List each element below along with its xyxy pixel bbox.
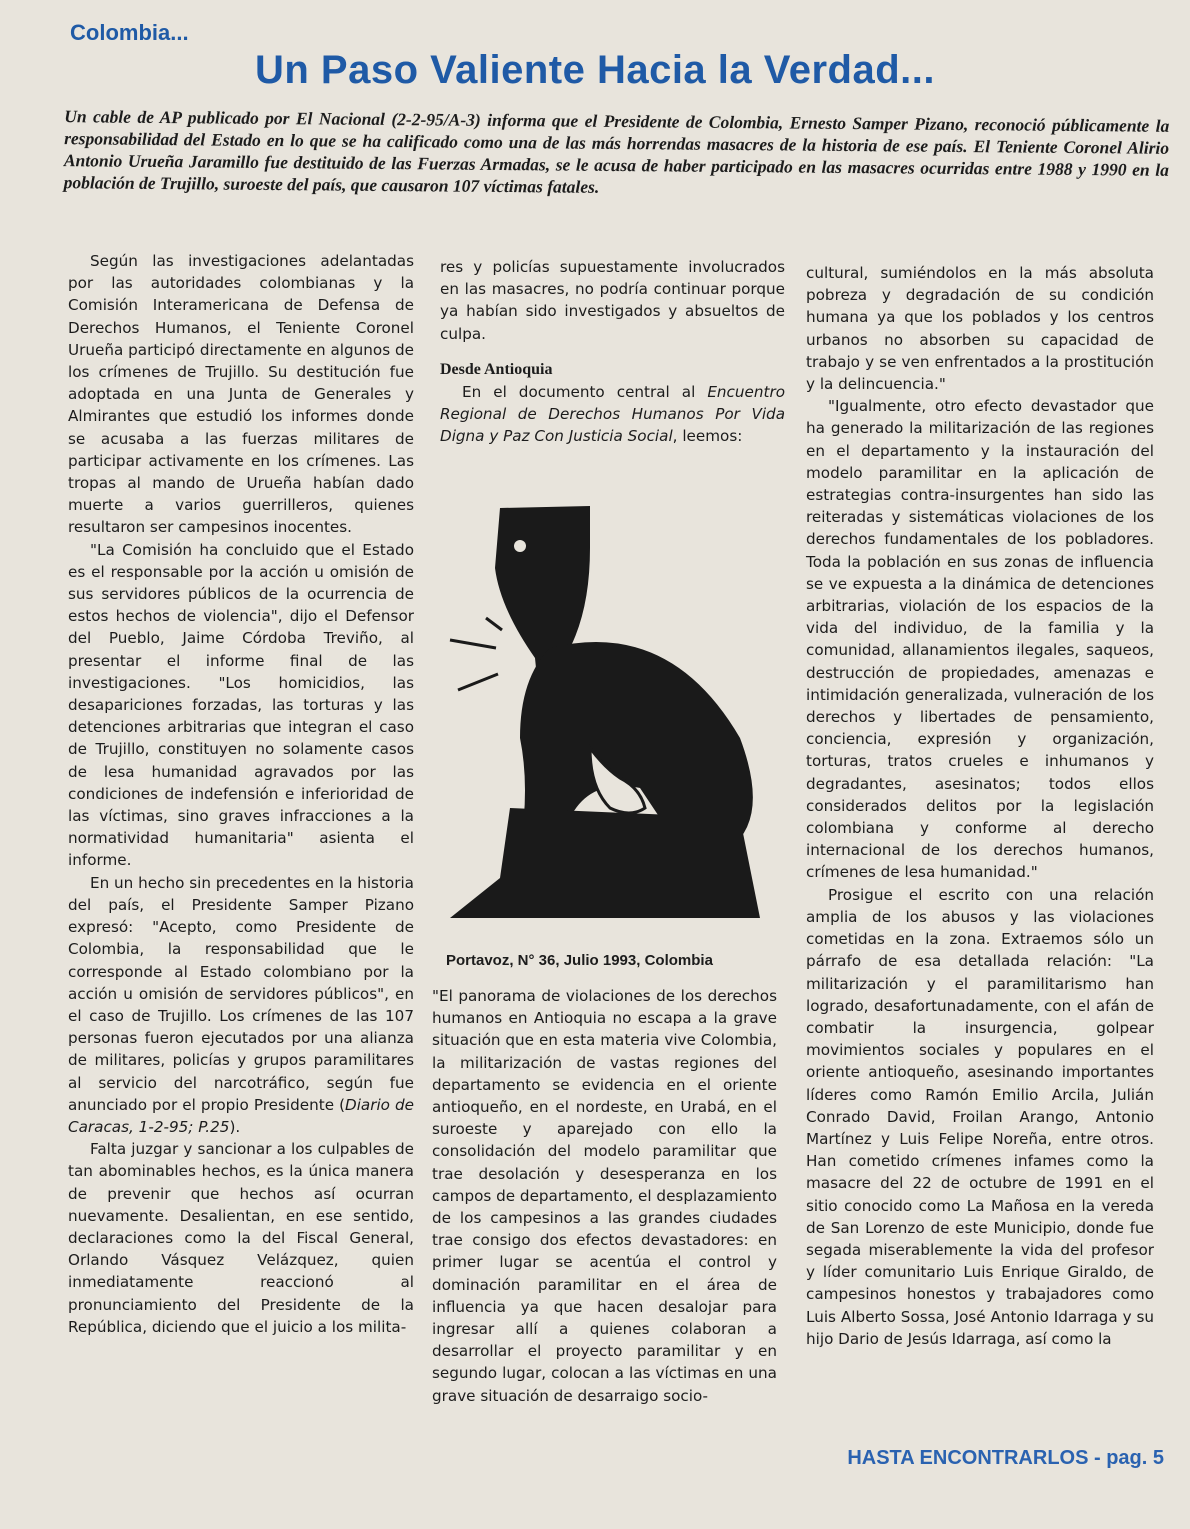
column-1 [68, 250, 414, 1338]
col2-document-title: Encuentro Regional de Derechos Humanos Por Vida Digna y Paz Con Justicia Social [440, 382, 785, 446]
cartoon-legs [450, 808, 760, 918]
column-3 [806, 262, 1154, 1350]
page-footer: HASTA ENCONTRARLOS - pag. 5 [847, 1447, 1164, 1469]
cartoon-speech-mark-1 [486, 618, 502, 630]
cartoon-illustration [440, 488, 770, 928]
cartoon-speech-mark-3 [458, 674, 498, 690]
col1-citation: Diario de Caracas, 1-2-95; P.25 [68, 1095, 414, 1136]
illustration-caption: Portavoz, N° 36, Julio 1993, Colombia [446, 952, 713, 969]
col1-paragraph-2: "La Comisión ha concluido que el Estado es el responsable por la acción u omisión de sus servidores públicos de la ocurrencia de estos hechos de violencia", dijo el Defensor del Pueblo, Jaime Córdoba Treviño, al presentar el informe final de las investigaciones. "Los homicidios, las desapariciones forzadas, las torturas y las detenciones arbitrarias que integran el caso de Trujillo, constituyen no solamente casos de lesa humanidad agravados por las condiciones de indefensión e inferioridad de las víctimas, sino graves infracciones a la normatividad humanitaria" asienta el informe. [68, 540, 414, 870]
col1-paragraph-1: Según las investigaciones adelantadas por las autoridades colombianas y la Comisión Interamericana de Defensa de Derechos Humanos, el Teniente Coronel Urueña participó directamente en algunos de los crímenes de Trujillo. Su destitución fue adoptada en una Junta de Generales y Almirantes que estudió los informes donde se acusaba a las fuerzas militares de participar activamente en los crímenes. Las tropas al mando de Urueña habían dado muerte a varios guerrilleros, quienes resultaron ser campesinos inocentes. [68, 252, 414, 537]
col2-paragraph-1: res y policías supuestamente involucrados en las masacres, no podría continuar porque ya habían sido investigados y absueltos de culpa. [440, 258, 785, 343]
cartoon-eye [514, 540, 526, 552]
column-2-top [440, 256, 785, 447]
col2-paragraph-2-end: , leemos: [672, 427, 743, 446]
col3-paragraph-2: "Igualmente, otro efecto devastador que ha generado la militarización de las regiones en el departamento y la instauración del modelo paramilitar en la aplicación de estrategias contra-insurgentes han sido las reiteradas y sistemáticas violaciones de los derechos fundamentales de los pobladores. Toda la población en sus zonas de influencia se ve expuesta a la dinámica de detenciones arbitrarias, violación de los espacios de la vida del individuo, de la familia y la comunidad, allanamientos ilegales, saqueos, destrucción de propiedades, amenazas e intimidación generalizada, vulneración de los derechos y libertades de pensamiento, conciencia, expresión y organización, torturas, tratos crueles e inhumanos y degradantes, asesinatos; todos ellos considerados delitos por la legislación colombiana y conforme al derecho internacional de los derechos humanos, crímenes de lesa humanidad." [806, 397, 1154, 882]
lead-paragraph: Un cable de AP publicado por El Nacional (2-2-95/A-3) informa que el Presidente de Colombia, Ernesto Samper Pizano, reconoció públicamente la responsabilidad del Estado en lo que se ha calificado como una de las más horrendas masacres de la historia de ese país. El Teniente Coronel Alirio Antonio Urueña Jaramillo fue destituido de las Fuerzas Armadas, se le acusa de haber participado en las masacres ocurridas entre 1988 y 1990 en la población de Trujillo, suroeste del país, que causaron 107 víctimas fatales. [63, 106, 1170, 197]
col1-paragraph-3-end: ). [229, 1117, 241, 1136]
column-2-bottom [432, 985, 777, 1407]
cartoon-speech-mark-2 [450, 640, 496, 648]
col1-paragraph-4: Falta juzgar y sancionar a los culpables de tan abominables hechos, es la única manera de prevenir que hechos así ocurran nuevamente. Desalientan, en ese sentido, declaraciones como la del Fiscal General, Orlando Vásquez Velázquez, quien inmediatamente reaccionó al pronunciamiento del Presidente de la República, diciendo que el juicio a los milita- [68, 1140, 414, 1336]
col2-paragraph-2 [440, 381, 785, 448]
col2-paragraph-2-text: En el documento central al [462, 382, 708, 401]
kicker: Colombia... [70, 20, 189, 45]
col3-paragraph-3: Prosigue el escrito con una relación amplia de los abusos y las violaciones cometidas en la zona. Extraemos sólo un párrafo de esa detallada relación: "La militarización y el paramilitarismo han logrado, desafortunadamente, con el afán de combatir la insurgencia, golpear movimientos sociales y populares en el oriente antioqueño, asesinando importantes líderes como Ramón Emilio Arcila, Julián Conrado David, Froilan Arango, Antonio Martínez y Luis Felipe Noreña, entre otros. Han cometido crímenes infames como la masacre del 22 de octubre de 1991 en el sitio conocido como La Mañosa en la vereda de San Lorenzo de este Municipio, donde fue segada miserablemente la vida del profesor y líder comunitario Luis Enrique Giraldo, de campesinos honestos y trabajadores como Luis Alberto Sossa, José Antonio Idarraga y su hijo Dario de Jesús Idarraga, así como la [806, 885, 1154, 1348]
col3-paragraph-1: cultural, sumiéndolos en la más absoluta pobreza y degradación de su condición humana ya que los poblados y los centros urbanos no absorben su capacidad de trabajo y se ven enfrentados a la prostitución y la delincuencia." [806, 264, 1154, 394]
headline: Un Paso Valiente Hacia la Verdad... [254, 48, 936, 92]
col2-paragraph-3: "El panorama de violaciones de los derechos humanos en Antioquia no escapa a la grave situación que en esta materia vive Colombia, la militarización de vastas regiones del departamento se evidencia en el oriente antioqueño, en el nordeste, en Urabá, en el suroeste y aparejado con ello la consolidación del modelo paramilitar que trae desolación y desesperanza en los campos de departamento, el desplazamiento de los campesinos a las grandes ciudades trae consigo dos efectos devastadores: en primer lugar se acentúa el control y dominación paramilitar en el área de influencia ya que hacen desalojar para ingresar allí a quienes colaboran a desarrollar el proyecto paramilitar y en segundo lugar, colocan a las víctimas en una grave situación de desarraigo socio- [432, 987, 778, 1405]
col1-paragraph-3-text: En un hecho sin precedentes en la historia del país, el Presidente Samper Pizano expresó: "Acepto, como Presidente de Colombia, la responsabilidad que le corresponde al Estado colombiano por la acción u omisión de servidores públicos", en el caso de Trujillo. Los crímenes de las 107 personas fueron ejecutados por una alianza de militares, policías y grupos paramilitares al servicio del narcotráfico, según fue anunciado por el propio Presidente ( [68, 873, 414, 1114]
subhead-desde-antioquia: Desde Antioquia [440, 360, 553, 378]
col1-paragraph-3 [68, 872, 414, 1138]
